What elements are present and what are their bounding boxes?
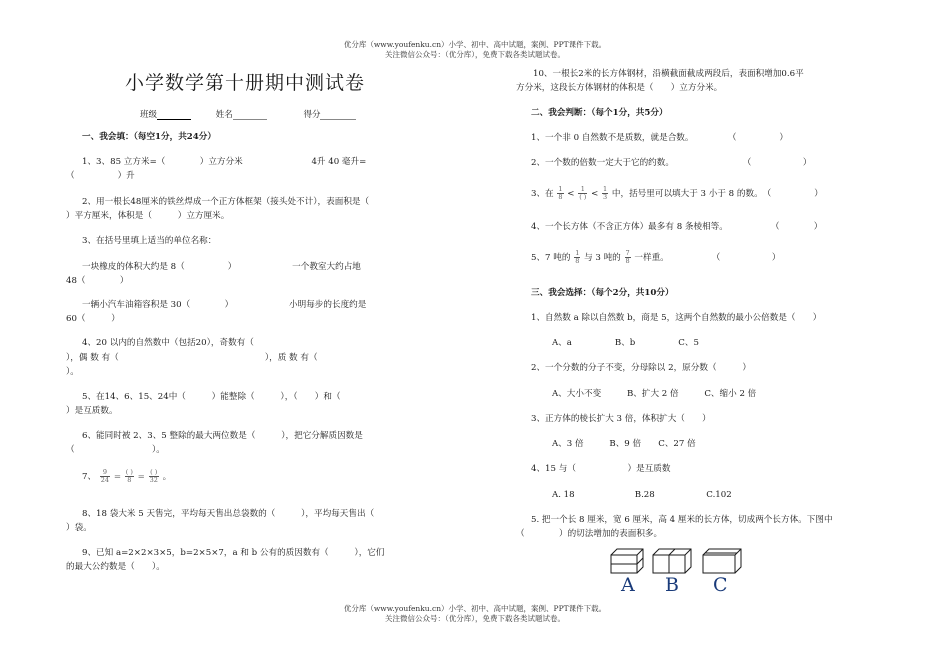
q1-line-1: 1、3、85 立方米=（ ）立方分米 4升 40 毫升= bbox=[82, 157, 367, 167]
q7-f3-den: 32 bbox=[149, 476, 158, 484]
page-footer bbox=[0, 604, 950, 624]
name-blank bbox=[233, 109, 267, 120]
judge-5-suffix: 一样重。 （ ） bbox=[634, 253, 781, 263]
class-label: 班级 bbox=[140, 110, 158, 120]
class-blank bbox=[157, 109, 191, 120]
judge-3-prefix: 3、在 bbox=[531, 189, 554, 199]
judge-5-frac-1 bbox=[574, 250, 580, 265]
choice-2: 2、一个分数的分子不变，分母除以 2，原分数（ ） bbox=[531, 363, 751, 373]
judge-3-frac-2 bbox=[578, 186, 587, 201]
q3a-line-2: 48（ ） bbox=[66, 276, 129, 286]
section-choice: 三、我会选择：（每个2分，共10分） bbox=[531, 288, 674, 298]
judge-5-middle: 与 3 吨的 bbox=[584, 253, 621, 263]
q4-line-2: ），偶 数 有（ ），质 数 有（ bbox=[66, 353, 318, 363]
header-line-2: 关注微信公众号：（优分库），免费下载各类试题试卷。 bbox=[385, 50, 565, 59]
j3-f3-num: 1 bbox=[603, 185, 608, 193]
q10-line-2: 方分米，这段长方体钢材的体积是（ ）立方分米。 bbox=[516, 83, 723, 93]
q5-line-1: 5、在14、6、15、24中（ ）能整除（ ），（ ）和（ bbox=[82, 392, 341, 402]
page-title: 小学数学第十册期中测试卷 bbox=[125, 72, 366, 94]
judge-5 bbox=[531, 250, 780, 265]
judge-3: 3、在 $\frac{1}{8}$ < $\frac{1}{( )}$ < $\frac{1}{3}$ 中，括号里可以填大于 3 小于 8 的数。 （ ） bbox=[531, 185, 823, 201]
choice-3-options: A、3 倍 B、9 倍 C、27 倍 bbox=[552, 439, 696, 449]
q7-f3-num: ( ) bbox=[150, 468, 158, 476]
score-blank bbox=[320, 109, 356, 120]
choice-5-line-1: 5. 把一个长 8 厘米，宽 6 厘米，高 4 厘米的长方体，切成两个长方体。下图中 bbox=[531, 515, 833, 525]
q6-line-1: 6、能同时被 2、3、5 整除的最大两位数是（ ），把它分解质因数是 bbox=[82, 431, 363, 441]
choice-1: 1、自然数 a 除以自然数 b，商是 5，这两个自然数的最小公倍数是（ ） bbox=[531, 313, 822, 323]
q7-f1-num: 9 bbox=[100, 469, 110, 477]
judge-2: 2、一个数的倍数一定大于它的约数。 （ ） bbox=[531, 158, 812, 168]
cuboid-c bbox=[703, 549, 741, 573]
q7-fraction-3 bbox=[149, 469, 159, 484]
q4-line-3: ）。 bbox=[66, 367, 79, 377]
name-label: 姓名 bbox=[215, 110, 233, 120]
q9-line-2: 的最大公约数是（ ）。 bbox=[66, 562, 165, 572]
choice-4: 4、15 与（ ）是互质数 bbox=[531, 464, 671, 474]
q8-line-2: ）袋。 bbox=[66, 523, 92, 533]
q9-line-1: 9、已知 a=2×2×3×5，b=2×5×7，a 和 b 公有的质因数有（ ），它们 bbox=[82, 548, 385, 558]
section-judge: 二、我会判断：（每个1分，共5分） bbox=[531, 108, 668, 118]
q7-f1-den: 24 bbox=[100, 476, 110, 484]
cuboid-a bbox=[611, 549, 643, 573]
q7-fraction-1 bbox=[100, 469, 110, 484]
j5-f1-den: 8 bbox=[575, 257, 580, 265]
choice-2-options: A、大小不变 B、扩大 2 倍 C、缩小 2 倍 bbox=[552, 389, 757, 399]
q3a-line-1: 一块橡皮的体积大约是 8（ ） 一个教室大约占地 bbox=[82, 262, 361, 272]
judge-3-suffix: 中，括号里可以填大于 3 小于 8 的数。 （ ） bbox=[611, 189, 823, 199]
q7-f2-den: 8 bbox=[127, 476, 132, 484]
footer-line-2: 关注微信公众号：（优分库），免费下载各类试题试卷。 bbox=[385, 614, 565, 623]
judge-1: 1、一个非 0 自然数不是质数，就是合数。 （ ） bbox=[531, 133, 789, 143]
j5-f2-den: 8 bbox=[625, 257, 630, 265]
j3-f2-den: ( ) bbox=[579, 193, 587, 201]
page-header bbox=[0, 40, 950, 60]
q2-line-2: ）平方厘米，体积是（ ）立方厘米。 bbox=[66, 211, 230, 221]
student-info bbox=[140, 108, 378, 120]
q4-line-1: 4、20 以内的自然数中（包括20），奇数有（ bbox=[82, 338, 254, 348]
judge-4: 4、一个长方体（不含正方体）最多有 8 条棱相等。 （ ） bbox=[531, 222, 823, 232]
judge-5-prefix: 5、7 吨的 bbox=[531, 253, 571, 263]
score-label: 得分 bbox=[303, 110, 321, 120]
j5-f1-num: 1 bbox=[575, 249, 580, 257]
q6-line-2: （ ）。 bbox=[66, 445, 165, 455]
label-b: B bbox=[665, 574, 679, 596]
q3-line: 3、在括号里填上适当的单位名称： bbox=[82, 236, 217, 246]
choice-3: 3、正方体的棱长扩大 3 倍，体积扩大（ ） bbox=[531, 414, 711, 424]
judge-3-frac-3 bbox=[602, 186, 608, 201]
label-a: A bbox=[621, 574, 635, 596]
judge-5-frac-2 bbox=[625, 250, 631, 265]
j3-f1-den: 8 bbox=[558, 193, 563, 201]
j3-f2-num: 1 bbox=[578, 186, 587, 194]
choice-5-line-2: （ ）的切法增加的表面积多。 bbox=[516, 529, 663, 539]
q10-line-1: 10、一根长2米的长方体钢材，沿横截面截成两段后，表面积增加0.6平 bbox=[533, 69, 804, 79]
label-c: C bbox=[713, 574, 728, 596]
choice-1-options: A、a B、b C、5 bbox=[552, 338, 699, 348]
q2-line-1: 2、用一根长48厘米的铁丝焊成一个正方体框架（接头处不计），表面积是（ bbox=[82, 197, 370, 207]
q7-f2-num: ( ) bbox=[125, 468, 133, 476]
q5-line-2: ）是互质数。 bbox=[66, 406, 118, 416]
header-line-1: 优分库（www.youfenku.cn）小学、初中、高中试题，案例、PPT课件下载。 bbox=[343, 40, 607, 49]
q3b-line-2: 60（ ） bbox=[66, 314, 120, 324]
cuboid-b bbox=[653, 549, 691, 573]
footer-line-1: 优分库（www.youfenku.cn）小学、初中、高中试题，案例、PPT课件下载。 bbox=[343, 604, 607, 613]
q3b-line-1: 一辆小汽车油箱容积是 30（ ） 小明每步的长度约是 bbox=[82, 300, 367, 310]
judge-3-frac-1 bbox=[557, 186, 563, 201]
j5-f2-num: 7 bbox=[625, 249, 630, 257]
q8-line-1: 8、18 袋大米 5 天售完，平均每天售出总袋数的（ ），平均每天售出（ bbox=[82, 509, 375, 519]
q7-line: 7、 $\frac{9}{24}$ = $\frac{( )}{8}$ = $\frac{( )}{32}$ 。 bbox=[82, 468, 172, 484]
section-fill: 一、我会填：（每空1分，共24分） bbox=[82, 132, 216, 142]
choice-4-options: A. 18 B.28 C.102 bbox=[552, 490, 732, 500]
j3-f1-num: 1 bbox=[558, 185, 563, 193]
q1-line-2: （ ）升 bbox=[66, 171, 135, 181]
j3-f3-den: 3 bbox=[603, 193, 608, 201]
q7-fraction-2 bbox=[125, 469, 134, 484]
q7-label: 7、 bbox=[82, 472, 97, 482]
